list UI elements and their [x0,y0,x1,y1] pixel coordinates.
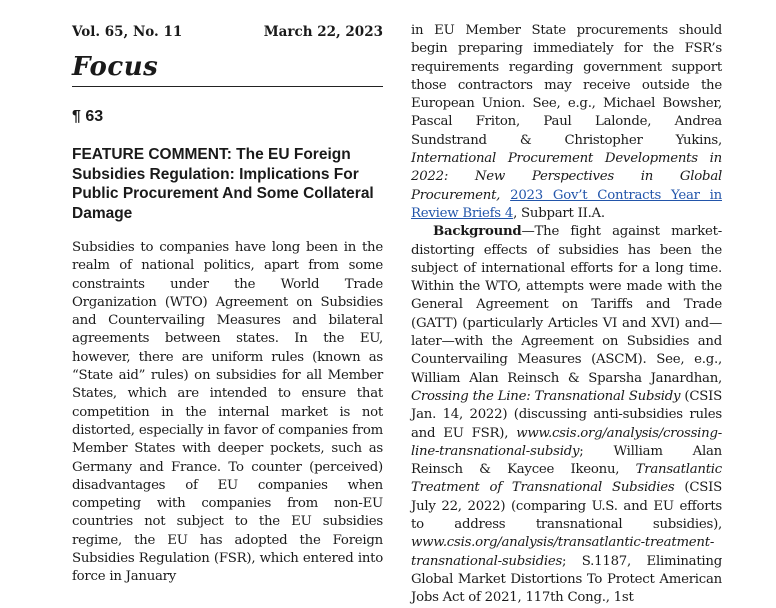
csis-url-transatlantic: www.csis.org/analysis/transatlantic-treatment-transnational-subsidies [411,535,715,569]
left-column [72,22,383,587]
issue-date: March 22, 2023 [263,24,383,40]
article-headline: FEATURE COMMENT: The EU Foreign Subsidies Regulation: Implications For Public Procurement And Some Collateral Damage [72,146,374,222]
background-text-5: ; S.1187, Eliminating Global Market Distortions To Protect American Jobs Act of 2021, 117th Cong., 1st [411,553,722,606]
continued-text: in EU Member State procurements should begin preparing immediately for the FSR’s requirements regarding government support those contractors may receive outside the European Union. See, e.g., Michael Bowsher, Pascal Friton, Paul Lalonde, Andrea Sundstrand & Christopher Yukins, [411,23,722,148]
section-title: Focus [72,52,159,82]
right-column [411,22,722,608]
background-text-4: (CSIS July 22, 2022) (comparing U.S. and EU efforts to address transnational subsidies), [411,480,723,533]
background-text-2: (CSIS Jan. 14, 2022) (discussing anti-subsidies rules and EU FSR), [411,388,722,441]
page-header [72,22,383,42]
csis-url-crossing-line: www.csis.org/analysis/crossing-line-transnational-subsidy [411,425,722,459]
volume-number: Vol. 65, No. 11 [72,24,183,40]
background-heading: Background [433,224,522,240]
background-paragraph [411,223,722,607]
cited-transatlantic-title: Transatlantic Treatment of Transnational Subsidies [411,462,722,496]
subpart-reference: , Subpart II.A. [513,205,605,221]
paragraph-number: ¶ 63 [72,108,104,125]
year-in-review-link[interactable]: 2023 Gov’t Contracts Year in Review Briefs 4 [411,187,722,221]
background-text-3: ; William Alan Reinsch & Kaycee Ikeonu, [411,443,722,478]
article-intro-paragraph: Subsidies to companies have long been in the realm of national politics, apart from some constraints under the World Trade Organization (WTO) Agreement on Subsidies and Countervailing Measures and bilateral agreements between states. In the EU, however, there are uniform rules (known as “State aid” rules) on subsidies for all Member States, which are intended to ensure that competition in the internal market is not distorted, especially in favor of companies from Member States with deeper pockets, such as Germany and France. To counter (perceived) disadvantages of EU companies when competing with companies from non-EU countries not subject to the EU subsidies regime, the EU has adopted the Foreign Subsidies Regulation (FSR), which entered into force in January [72,240,383,585]
cited-crossing-line-title: Crossing the Line: Transnational Subsidy [411,388,681,404]
continued-paragraph [411,22,722,223]
section-divider [72,86,383,87]
background-text-1: —The fight against market-distorting effects of subsidies has been the subject of international efforts for a long time. Within the WTO, attempts were made with the General Agreement on Tariffs and Trade (GATT) (particularly Articles VI and XVI) and—later—with the Agreement on Subsidies and Countervailing Measures (ASCM). See, e.g., William Alan Reinsch & Sparsha Janardhan, [411,224,722,386]
cited-article-title: International Procurement Developments in 2022: New Perspectives in Global Procurement, [411,151,722,203]
